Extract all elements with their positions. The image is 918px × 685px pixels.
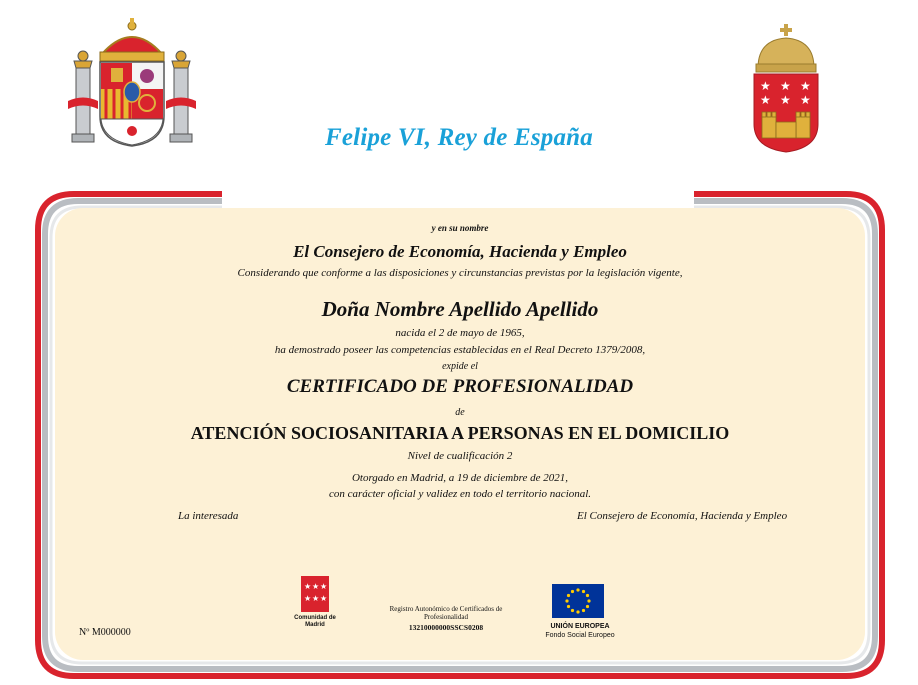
certificate-type: CERTIFICADO DE PROFESIONALIDAD <box>286 376 634 397</box>
of-text: de <box>455 407 465 418</box>
svg-text:★: ★ <box>800 79 811 93</box>
issues-text: expide el <box>442 361 478 372</box>
svg-text:★: ★ <box>780 79 791 93</box>
svg-text:★: ★ <box>312 594 320 603</box>
registry-label: Registro Autonómico de Certificados de Profesionalidad <box>389 605 503 621</box>
eu-label <box>535 622 625 640</box>
eu-fund-label: Fondo Social Europeo <box>545 632 615 639</box>
holder-name: Doña Nombre Apellido Apellido <box>321 297 599 321</box>
qualification-level: Nivel de cualificación 2 <box>407 450 513 462</box>
certificate-body <box>55 210 865 676</box>
svg-text:★: ★ <box>312 582 320 591</box>
granted-text: Otorgado en Madrid, a 19 de diciembre de 2021, <box>351 472 569 484</box>
eu-union-label: UNIÓN EUROPEA <box>550 623 610 630</box>
certificate-header-title: Felipe VI, Rey de España <box>325 124 593 151</box>
signature-right-label: El Consejero de Economía, Hacienda y Empleo <box>577 510 788 522</box>
comunidad-de-madrid-label: Comunidad de Madrid <box>294 615 336 628</box>
considering-text: Considerando que conforme a las disposiciones y circunstancias previstas por la legislación vigente, <box>237 267 683 279</box>
certificate-number: Nº M000000 <box>79 627 131 638</box>
svg-text:★: ★ <box>780 93 791 107</box>
validity-text: con carácter oficial y validez en todo el territorio nacional. <box>328 488 592 500</box>
registry-block <box>371 605 521 632</box>
birth-date-text: nacida el 2 de mayo de 1965, <box>395 327 525 339</box>
qualification-title: ATENCIÓN SOCIOSANITARIA A PERSONAS EN EL DOMICILIO <box>190 423 730 443</box>
issuing-authority: El Consejero de Economía, Hacienda y Empleo <box>293 242 627 261</box>
registry-code: 13210000000SSCS0208 <box>408 623 484 632</box>
svg-text:★: ★ <box>304 594 312 603</box>
signature-left-label: La interesada <box>178 510 239 522</box>
svg-text:★: ★ <box>760 79 771 93</box>
competencies-text: ha demostrado poseer las competencias establecidas en el Real Decreto 1379/2008, <box>274 344 646 356</box>
svg-text:★: ★ <box>760 93 771 107</box>
svg-text:★: ★ <box>304 582 312 591</box>
svg-text:★: ★ <box>320 582 328 591</box>
svg-text:★: ★ <box>800 93 811 107</box>
intro-text: y en su nombre <box>431 223 489 233</box>
svg-text:★: ★ <box>320 594 328 603</box>
eu-flag-icon <box>552 584 604 618</box>
